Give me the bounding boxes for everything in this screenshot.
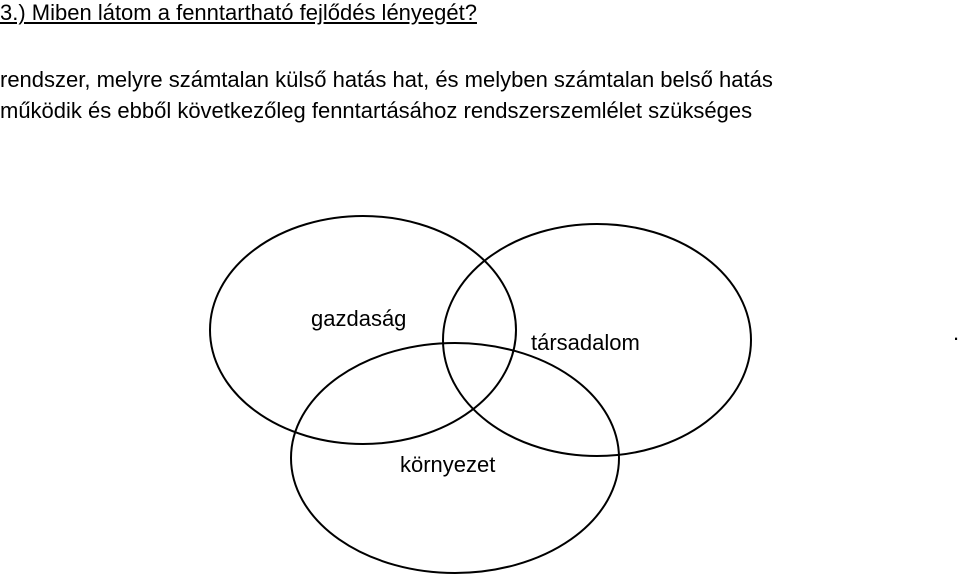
answer-line: rendszer, melyre számtalan külső hatás hat, és melyben számtalan belső hatás <box>0 67 773 92</box>
trailing-dot: . <box>953 320 959 345</box>
venn-label-environment: környezet <box>400 452 496 477</box>
venn-label-economy: gazdaság <box>311 306 407 331</box>
venn-label-society: társadalom <box>531 330 640 355</box>
answer-line: működik és ebből következőleg fenntartásához rendszerszemlélet szükséges <box>0 98 753 123</box>
question-heading: 3.) Miben látom a fenntartható fejlődés lényegét? <box>0 0 477 25</box>
